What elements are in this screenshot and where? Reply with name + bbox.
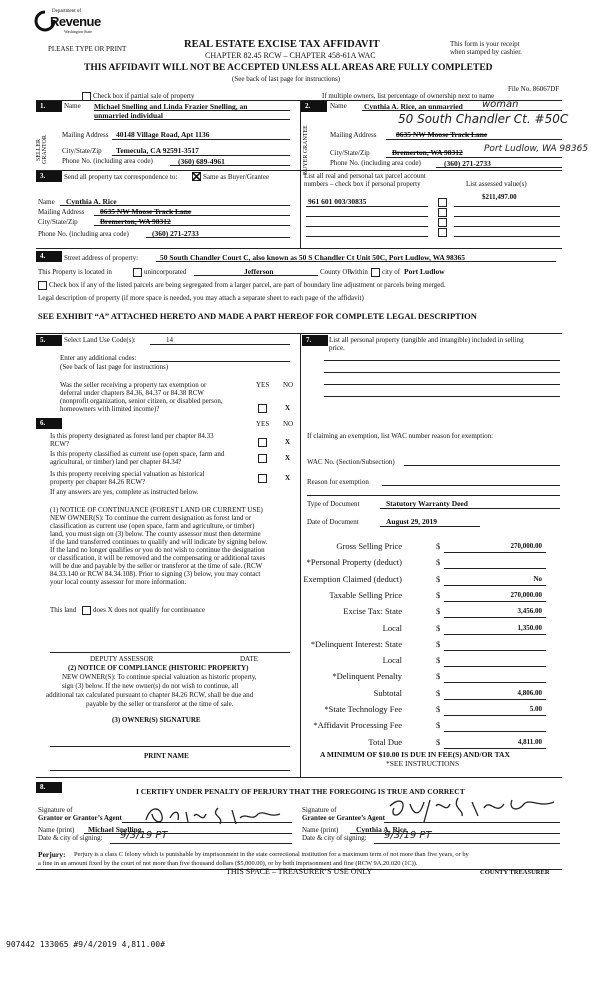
within-city-checkbox[interactable] (371, 268, 380, 277)
notice2-line-1: sign (3) below. If the new owner(s) do not wish to continue, all (62, 682, 239, 690)
fee-row (300, 655, 560, 671)
section-6-badge: 6. (36, 418, 62, 429)
grantor-date-city-label: Date & city of signing: (38, 834, 103, 842)
unincorporated-label: unincorporated (144, 268, 187, 276)
seller-name-2: unmarried individual (94, 111, 163, 120)
form-warning: THIS AFFIDAVIT WILL NOT BE ACCEPTED UNLESS ALL AREAS ARE FULLY COMPLETED (84, 63, 493, 73)
forest-yes-checkbox[interactable] (258, 438, 267, 447)
fee-row (300, 574, 560, 590)
certify-statement: I CERTIFY UNDER PENALTY OF PERJURY THAT THE FOREGOING IS TRUE AND CORRECT (136, 787, 465, 796)
fee-label: Subtotal (373, 687, 402, 698)
fee-label: Total Due (368, 736, 402, 747)
receipt-note-1: This form is your receipt (450, 40, 520, 48)
exempt-q-1: Was the seller receiving a property tax exemption or (60, 381, 207, 389)
fee-value: 1,350.00 (517, 623, 542, 632)
fee-row (300, 590, 560, 606)
section-8-badge: 8. (36, 782, 62, 793)
seller-name-1: Michael Snelling and Linda Frazier Snelling, an (94, 102, 248, 111)
does-not-qualify-label: does X does not qualify for continuance (93, 606, 205, 614)
seller-side-label: SELLER GRANTOR (36, 135, 48, 165)
list-parcels-label-2: numbers – check box if personal property (304, 180, 421, 188)
grantee-name-print-label: Name (print) (302, 826, 339, 834)
parcel-personal-checkbox-3[interactable] (438, 218, 447, 227)
additional-codes-label: Enter any additional codes: (60, 354, 137, 362)
buyer-mailing-struck: 8635 NW Moose Track Lane (396, 130, 488, 139)
buyer-name: Cynthia A. Rice, an unmarried (364, 102, 463, 111)
doc-type-label: Type of Document (307, 500, 360, 508)
fee-value: 4,811.00 (517, 737, 542, 746)
treasurer-space-label: THIS SPACE – TREASURER’S USE ONLY (226, 867, 373, 876)
exempt-q-2: deferral under chapters 84.36, 84.37 or 84.38 RCW (60, 389, 205, 397)
fee-dollar-sign: $ (436, 720, 441, 731)
fee-value: 4,806.00 (517, 688, 542, 697)
print-name-label: PRINT NAME (144, 752, 189, 760)
cashier-stamp: 907442 133065 #9/4/2019 4,811.00# (6, 940, 165, 949)
reason-exemption-label: Reason for exemption (307, 478, 369, 486)
fee-label: *Delinquent Penalty (332, 671, 402, 682)
same-as-buyer-label: Same as Buyer/Grantee (203, 173, 270, 181)
grantee-date-city-label: Date & city of signing: (302, 834, 367, 842)
exempt-q-3: (nonprofit organization, senior citizen, or disabled person, (60, 397, 223, 405)
notice1-line-2: land, you must sign on (3) below. The county assessor must then determine (50, 530, 261, 538)
fee-dollar-sign: $ (436, 557, 441, 568)
form-title: REAL ESTATE EXCISE TAX AFFIDAVIT (184, 39, 380, 50)
exempt-q-4: homeowners with limited income)? (60, 405, 160, 413)
fee-row (300, 688, 560, 704)
unincorporated-checkbox[interactable] (133, 268, 142, 277)
fee-value: 270,000.00 (510, 590, 542, 599)
notice2-line-3: payable by the seller or transferor at the time of sale. (86, 700, 234, 708)
buyer-phone-label: Phone No. (including area code) (330, 159, 421, 167)
correspondence-phone-label: Phone No. (including area code) (38, 230, 129, 238)
street-address-label: Street address of property: (64, 254, 139, 262)
check-x-icon (192, 172, 201, 181)
legal-description-label: Legal description of property (if more space is needed, you may attach a separate sheet to each page of the affidavit) (38, 294, 364, 302)
notice2-title: (2) NOTICE OF COMPLIANCE (HISTORIC PROPERTY) (68, 664, 249, 672)
grantee-name-print: Cynthia A. Rice (356, 825, 407, 834)
historic-q-2: property per chapter 84.26 RCW? (50, 478, 146, 486)
correspondence-mailing-label: Mailing Address (38, 208, 85, 216)
correspondence-mailing-struck: 8635 NW Moose Track Lane (100, 207, 192, 216)
grantor-signature (140, 802, 290, 828)
within-label: within (350, 268, 368, 276)
section5-no-header: NO (283, 381, 294, 389)
notice2-line-0: NEW OWNER(S): To continue special valuation as historic property, (62, 673, 257, 681)
grantor-sig-label-1: Signature of (38, 806, 73, 814)
buyer-name-label: Name (330, 102, 347, 110)
this-land-label: This land (50, 606, 77, 614)
grantor-sig-label-2: Grantor or Grantor’s Agent (38, 814, 122, 822)
county-treasurer-label: COUNTY TREASURER (480, 869, 550, 876)
perjury-label: Perjury: (38, 850, 66, 859)
fee-label: *Delinquent Interest: State (310, 638, 402, 649)
grantor-name-print: Michael Snelling (88, 825, 142, 834)
fee-label: *Affidavit Processing Fee (313, 720, 402, 731)
see-instructions-note: *SEE INSTRUCTIONS (386, 759, 460, 768)
fee-value: 5.00 (529, 705, 542, 713)
fee-dollar-sign: $ (436, 606, 441, 617)
county-or-label: County OR (320, 268, 353, 276)
buyer-city-label: City/State/Zip (330, 149, 370, 157)
fee-value: 3,456.00 (517, 607, 542, 616)
section-1-badge: 1. (36, 101, 62, 112)
file-number: File No. 86067DF (508, 85, 560, 93)
parcel-personal-checkbox-2[interactable] (438, 208, 447, 217)
seller-mailing: 40148 Village Road, Apt 1136 (116, 130, 210, 139)
fee-dollar-sign: $ (436, 704, 441, 714)
land-use-code: 14 (166, 336, 173, 344)
correspondence-name: Cynthia A. Rice (66, 197, 117, 206)
logo-name: Revenue (50, 14, 101, 29)
grantee-sig-label-1: Signature of (302, 806, 337, 814)
notice1-line-4: If the land no longer qualifies or you do not wish to continue the designation (50, 546, 265, 554)
fee-dollar-sign: $ (436, 573, 441, 584)
historic-q-1: Is this property receiving special valuation as historical (50, 470, 205, 478)
send-correspondence-label: Send all property tax correspondence to: (64, 173, 178, 181)
section-7-badge: 7. (302, 335, 328, 346)
section-5-badge: 5. (36, 335, 62, 346)
personal-property-label-1: List all personal property (tangible and intangible) included in selling (329, 336, 524, 344)
buyer-city-handwritten: Port Ludlow, WA 98365 (484, 144, 589, 154)
fee-row (300, 671, 560, 687)
forest-q-2: RCW? (50, 440, 70, 448)
segregated-label: Check box if any of the listed parcels are being segregated from a larger parcel, are part of boundary line adjustment or parcels being merged. (49, 281, 446, 289)
grantee-signature (384, 794, 564, 824)
located-in-label: This Property is located in (38, 268, 112, 276)
fee-row (300, 623, 560, 639)
notice2-line-2: additional tax calculated pursuant to chapter 84.26 RCW, shall be due and (46, 691, 254, 699)
assessed-value-label: List assessed value(s) (466, 180, 527, 188)
segregated-checkbox[interactable] (38, 281, 47, 290)
deputy-assessor-label: DEPUTY ASSESSOR (90, 655, 154, 663)
fee-label: Gross Selling Price (336, 541, 402, 551)
notice1-line-1: classification as current use (open space, farm and agriculture, or timber) (50, 522, 255, 530)
owner-signature-label: (3) OWNER(S) SIGNATURE (112, 716, 201, 724)
fee-label: Taxable Selling Price (329, 589, 402, 600)
section-3-badge: 3. (36, 171, 62, 182)
assessed-value: $211,497.00 (482, 193, 517, 201)
land-use-label: Select Land Use Code(s): (64, 336, 136, 344)
buyer-address-handwritten: 50 South Chandler Ct. #50C (398, 112, 569, 126)
fee-label: Local (382, 622, 402, 633)
doc-type: Statutory Warranty Deed (386, 499, 468, 508)
county-name: Jefferson (244, 267, 274, 276)
section6-note: If any answers are yes, complete as instructed below. (50, 488, 199, 496)
fee-row (300, 606, 560, 622)
wac-number-label: WAC No. (Section/Subsection) (307, 458, 395, 466)
parcel-number: 961 601 003/30835 (308, 197, 367, 206)
logo-dept: Department of (52, 9, 82, 14)
section-2-badge: 2. (301, 101, 327, 112)
deputy-date-label: DATE (240, 655, 258, 663)
notice1-line-3: if the land transferred continues to qualify and will indicate by signing below. (50, 538, 268, 546)
seller-city: Temecula, CA 92591-3517 (116, 146, 199, 155)
perjury-text-1: Perjury is a class C felony which is punishable by imprisonment in the state correctional institution for a maximum term of not more than five years, or by (74, 851, 469, 858)
section5-see-back: (See back of last page for instructions) (60, 363, 169, 371)
correspondence-name-label: Name (38, 198, 55, 206)
fee-row (300, 541, 560, 557)
correspondence-phone: (360) 271-2733 (152, 229, 199, 238)
section5-yes-header: YES (256, 381, 270, 389)
perjury-text-2: a fine in an amount fixed by the court of not more than five thousand dollars ($5,000.00), or by both imprisonment and fine (RCW 9A.20.020 (1C)). (38, 860, 418, 867)
street-address: 50 South Chandler Court C, also known as 50 S Chandler Ct Unit 50C, Port Ludlow, WA 98365 (160, 253, 466, 262)
dor-logo (34, 6, 104, 40)
exempt-no-mark: X (285, 404, 291, 412)
fee-label: Local (382, 655, 402, 666)
buyer-phone: (360) 271-2733 (444, 159, 491, 168)
forest-q-1: Is this property designated as forest land per chapter 84.33 (50, 432, 214, 440)
city-of-label: city of (382, 268, 401, 276)
current-use-no-mark: X (285, 454, 291, 462)
this-land-does-checkbox[interactable] (82, 606, 91, 615)
notice1-line-8: your local county assessor for more information. (50, 578, 187, 586)
form-see-back: (See back of last page for instructions) (232, 75, 341, 83)
historic-no-mark: X (285, 474, 291, 482)
fee-label: Exemption Claimed (deduct) (303, 573, 402, 584)
fee-value: No (533, 574, 542, 583)
grantor-name-print-label: Name (print) (38, 826, 75, 834)
section-4-badge: 4. (36, 251, 62, 262)
fee-label: Excise Tax: State (343, 606, 402, 617)
buyer-side-label: BUYER GRANTEE (303, 125, 309, 175)
doc-date: August 29, 2019 (386, 517, 438, 526)
fee-dollar-sign: $ (436, 671, 441, 682)
correspondence-city-label: City/State/Zip (38, 218, 78, 226)
partial-sale-label: Check box if partial sale of property (93, 92, 195, 100)
minimum-due-note: A MINIMUM OF $10.00 IS DUE IN FEE(S) AND/OR TAX (320, 750, 510, 759)
fee-dollar-sign: $ (436, 622, 441, 633)
current-use-q-2: agricultural, or timber) land per chapter 84.34? (50, 458, 182, 466)
receipt-note-2: when stamped by cashier. (450, 48, 522, 56)
fee-row (300, 557, 560, 573)
seller-city-label: City/State/Zip (62, 147, 102, 155)
doc-date-label: Date of Document (307, 518, 359, 526)
buyer-name-handwritten: woman (482, 99, 519, 110)
fee-label: *State Technology Fee (324, 704, 402, 714)
form-chapter: CHAPTER 82.45 RCW – CHAPTER 458-61A WAC (205, 51, 376, 60)
grantor-date-handwritten: 9/3/19 PT (120, 830, 168, 841)
fee-row (300, 720, 560, 736)
historic-yes-checkbox[interactable] (258, 474, 267, 483)
forest-no-mark: X (285, 438, 291, 446)
fee-dollar-sign: $ (436, 687, 441, 698)
seller-mailing-label: Mailing Address (62, 131, 109, 139)
buyer-city-struck: Bremerton, WA 98312 (392, 148, 463, 157)
multiple-owners-label: If multiple owners, list percentage of ownership next to name (322, 92, 495, 100)
fee-dollar-sign: $ (436, 541, 441, 551)
section6-yes-header: YES (256, 420, 270, 428)
section6-no-header: NO (283, 420, 294, 428)
list-parcels-label-1: List all real and personal tax parcel account (304, 172, 426, 180)
notice1-line-0: NEW OWNER(S): To continue the current designation as forest land or (50, 514, 252, 522)
current-use-q-1: Is this property classified as current use (open space, farm and (50, 450, 225, 458)
same-as-buyer-checkbox[interactable] (192, 172, 201, 181)
parcel-personal-checkbox-1[interactable] (438, 198, 447, 207)
fee-dollar-sign: $ (436, 736, 441, 747)
city-name: Port Ludlow (404, 267, 445, 276)
notice1-line-6: will be due and payable by the seller or transferor at the time of sale. (RCW (50, 562, 263, 570)
type-or-print: PLEASE TYPE OR PRINT (48, 45, 127, 53)
fee-row (300, 704, 560, 720)
correspondence-city-struck: Bremerton, WA 98312 (100, 217, 171, 226)
claiming-exemption-label: If claiming an exemption, list WAC number reason for exemption: (307, 432, 494, 440)
fee-value: 270,000.00 (510, 542, 542, 550)
fee-label: *Personal Property (deduct) (306, 557, 402, 568)
fee-dollar-sign: $ (436, 655, 441, 666)
logo-state: Washington State (64, 29, 93, 34)
buyer-mailing-label: Mailing Address (330, 131, 377, 139)
notice1-line-7: 84.33.140 or RCW 84.34.108). Prior to signing (3) below, you may contact (50, 570, 261, 578)
grantee-sig-label-2: Grantee or Grantee’s Agent (302, 814, 386, 822)
fee-dollar-sign: $ (436, 638, 441, 649)
current-use-yes-checkbox[interactable] (258, 454, 267, 463)
seller-phone: (360) 689-4961 (178, 157, 225, 166)
personal-property-label-2: price. (329, 344, 345, 352)
seller-phone-label: Phone No. (including area code) (62, 157, 153, 165)
notice1-line-5: or classification, it will be removed and the compensating or additional taxes (50, 554, 266, 562)
fee-dollar-sign: $ (436, 589, 441, 600)
notice1-title: (1) NOTICE OF CONTINUANCE (FOREST LAND OR CURRENT USE) (50, 506, 263, 514)
parcel-personal-checkbox-4[interactable] (438, 228, 447, 237)
fee-row (300, 639, 560, 655)
grantee-date-handwritten: 9/3/19 PT (384, 830, 432, 841)
exempt-yes-checkbox[interactable] (258, 404, 267, 413)
seller-name-label: Name (64, 102, 81, 110)
exhibit-a-text: SEE EXHIBIT “A” ATTACHED HERETO AND MADE A PART HEREOF FOR COMPLETE LEGAL DESCRIPTION (38, 311, 477, 321)
